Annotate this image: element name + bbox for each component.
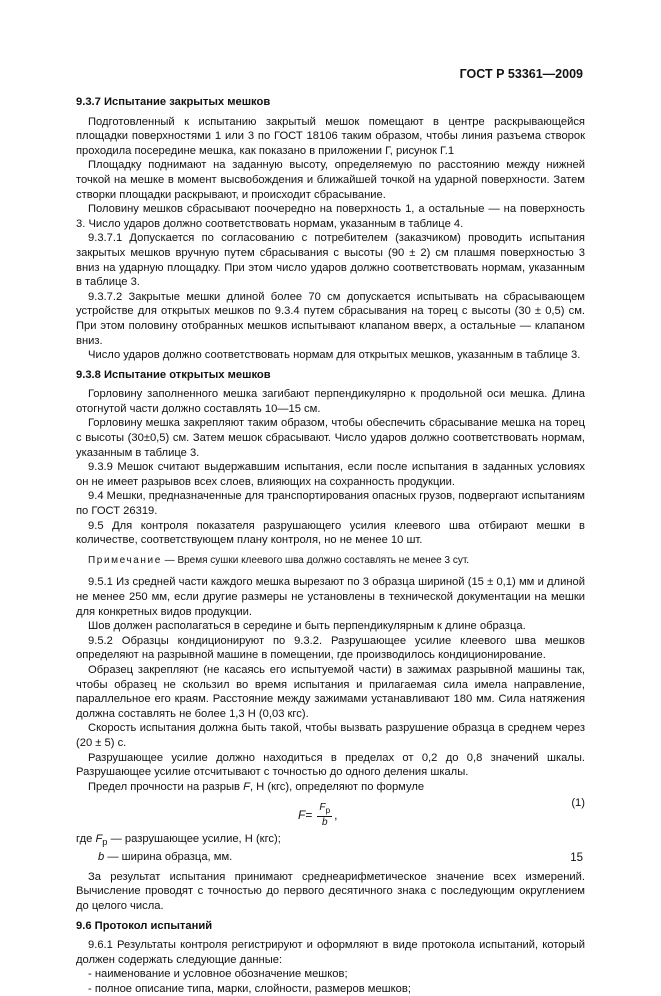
paragraph: 9.3.9 Мешок считают выдержавшим испытания, если после испытания в заданных условиях он не имеет разрывов всех слоев, влияющих на сохранность продукции.	[76, 461, 585, 488]
paragraph: Площадку поднимают на заданную высоту, определяемую по расстоянию между нижней точкой на мешке в момент высвобождения и ближайшей точкой на ударной поверхности. Затем створки площадки раскрывают, и происходит сбрасывание.	[76, 159, 585, 201]
paragraph: Шов должен располагаться в середине и быть перпендикулярным к длине образца.	[88, 620, 526, 633]
variable: F	[243, 780, 250, 793]
list-item: - наименование и условное обозначение мешков;	[88, 968, 348, 981]
formula-number: (1)	[571, 797, 585, 810]
formula-block	[76, 796, 585, 830]
note	[76, 554, 585, 569]
fraction-denominator	[320, 817, 330, 828]
paragraph: 9.5 Для контроля показателя разрушающего усилия клеевого шва отбирают мешки в количестве, соответствующем плану контроля, но не менее 10 шт.	[76, 519, 585, 547]
text: — ширина образца, мм.	[104, 851, 233, 864]
page-number: 15	[570, 852, 583, 864]
formula-fraction	[317, 802, 332, 828]
text: Предел прочности на разрыв	[88, 780, 244, 793]
paragraph: Число ударов должно соответствовать нормам для открытых мешков, указанным в таблице 3.	[88, 349, 581, 362]
paragraph: Образец закрепляют (не касаясь его испытуемой части) в зажимах разрывной машины так, чтобы образец не скользил во время испытания и прилагаемая сила имела направление, параллельное его краям. Расстояние между зажимами устанавливают 180 мм. Сила натяжения должна составлять не более 1,3 Н (0,03 кгс).	[76, 663, 585, 720]
paragraph: 9.3.7.2 Закрытые мешки длиной более 70 см допускается испытывать на сбрасывающем устройстве для открытых мешков по 9.3.4 путем сбрасывания на торец с высоты (30 ± 0,5) см. При этом половину отобранных мешков испытывают клапаном вверх, а остальные — клапаном вниз.	[76, 290, 585, 347]
paragraph: Скорость испытания должна быть такой, чтобы вызвать разрушение образца в среднем через (20 ± 5) с.	[76, 722, 585, 749]
note-text: — Время сушки клеевого шва должно составлять не менее 3 сут.	[161, 554, 470, 566]
paragraph: 9.5.1 Из средней части каждого мешка вырезают по 3 образца шириной (15 ± 0,1) мм и длиной не менее 250 мм, если другие размеры не установлены в технической документации на мешки для конкретных видов продукции.	[76, 576, 585, 618]
where-line-1	[76, 832, 585, 850]
paragraph: Разрушающее усилие должно находиться в пределах от 0,2 до 0,8 значений шкалы. Разрушающее усилие отсчитывают с точностью до одного деления шкалы.	[76, 751, 585, 779]
paragraph: Горловину заполненного мешка загибают перпендикулярно к продольной оси мешка. Длина отогнутой части должно составлять 10—15 см.	[76, 388, 585, 415]
paragraph: За результат испытания принимают среднеарифметическое значение всех измерений. Вычисление проводят с точностью до первого десятичного знака с последующим округлением до целого числа.	[76, 870, 585, 912]
fraction-numerator	[317, 802, 332, 817]
where-line-2	[76, 850, 585, 865]
section-heading-9-6: 9.6 Протокол испытаний	[76, 919, 213, 932]
page-content	[76, 95, 585, 996]
paragraph: Подготовленный к испытанию закрытый мешок помещают в центре раскрывающейся площадки поверхностями 1 или 3 по ГОСТ 18106 таким образом, чтобы линия разъема створок проходила посередине мешка, как показано в приложении Г, рисунок Г.1	[76, 115, 585, 157]
subscript: p	[102, 837, 108, 848]
formula	[298, 802, 337, 828]
denominator-var: b	[321, 817, 328, 829]
variable: b	[98, 851, 105, 864]
paragraph: 9.6.1 Результаты контроля регистрируют и оформляют в виде протокола испытаний, который должен содержать следующие данные:	[76, 939, 585, 966]
note-label: Примечание	[88, 554, 162, 566]
list-item: - полное описание типа, марки, слойности, размеров мешков;	[88, 982, 411, 995]
numerator-var: F	[319, 802, 326, 814]
text: где	[76, 833, 96, 846]
formula-tail: ,	[334, 808, 338, 823]
text: , Н (кгс), определяют по формуле	[249, 780, 425, 793]
paragraph: Горловину мешка закрепляют таким образом, чтобы обеспечить сбрасывание мешка на торец с высоты (30±0,5) см. Затем мешок сбрасывают. Число ударов должно соответствовать нормам, указанным в таблице 3.	[76, 417, 585, 459]
variable: F	[95, 833, 103, 846]
formula-lhs: F	[298, 808, 306, 823]
document-number-header: ГОСТ Р 53361—2009	[459, 67, 583, 81]
paragraph: Половину мешков сбрасывают поочередно на поверхность 1, а остальные — на поверхность 3. Число ударов должно соответствовать нормам, указанным в таблице 4.	[76, 203, 585, 230]
section-heading-9-3-8: 9.3.8 Испытание открытых мешков	[76, 368, 271, 381]
paragraph: 9.4 Мешки, предназначенные для транспортирования опасных грузов, подвергают испытаниям по ГОСТ 26319.	[76, 490, 585, 518]
text: — разрушающее усилие, Н (кгс);	[107, 833, 281, 846]
formula-equals: =	[305, 808, 313, 823]
numerator-sub: p	[325, 805, 331, 816]
section-heading-9-3-7: 9.3.7 Испытание закрытых мешков	[76, 96, 271, 108]
paragraph	[76, 780, 585, 795]
paragraph: 9.3.7.1 Допускается по согласованию с потребителем (заказчиком) проводить испытания закрытых мешков вручную путем сбрасывания с высоты (90 ± 2) см плашмя поверхностью 3 вниз на ударную площадку. При этом число ударов должно соответствовать нормам, указанным в таблице 3.	[76, 232, 585, 289]
paragraph: 9.5.2 Образцы кондиционируют по 9.3.2. Разрушающее усилие клеевого шва мешков определяют на разрывной машине в помещении, где производилось кондиционирование.	[76, 634, 585, 662]
